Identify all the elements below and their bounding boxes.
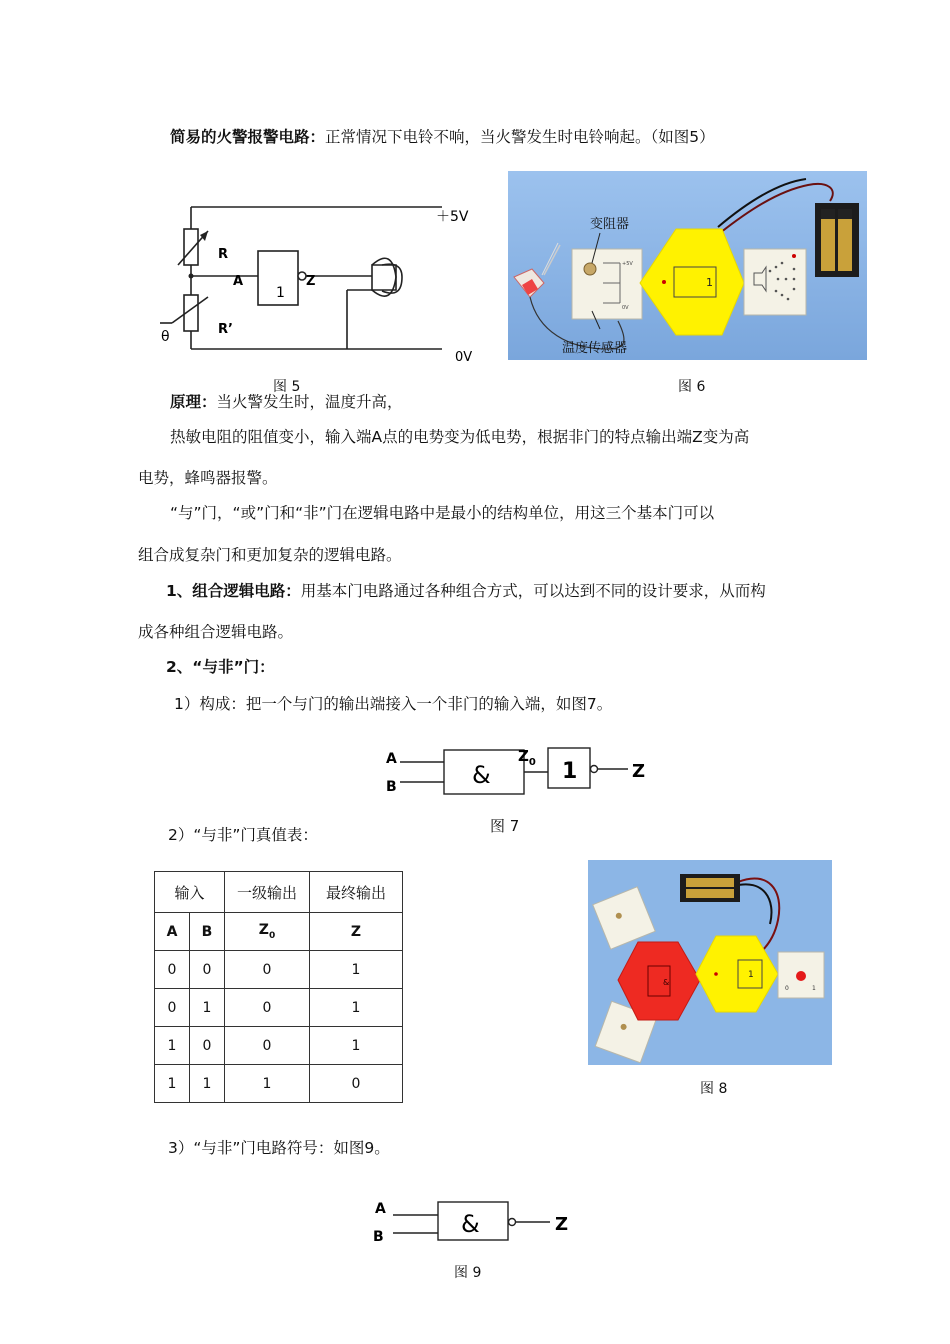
fig6-caption: 图 6 — [678, 379, 706, 395]
section1-line1 — [166, 581, 766, 601]
fig5-theta: θ — [161, 329, 170, 345]
table-row — [155, 1065, 403, 1103]
fig5-one: 1 — [276, 285, 285, 301]
table-row — [155, 989, 403, 1027]
header-first-output: 一级输出 — [225, 872, 310, 913]
fig9-b: B — [373, 1229, 384, 1245]
truth-table-columns — [155, 913, 403, 951]
fig5-plus5v: ＋5V — [436, 209, 469, 225]
fig7-caption: 图 7 — [490, 817, 520, 835]
basic-gates-line1: “与”门，“或”门和“非”门在逻辑电路中是最小的结构单位，用这三个基本门可以 — [170, 504, 715, 522]
fig8-module-one: 1 — [748, 970, 754, 980]
cell: 1 — [190, 1065, 225, 1103]
section1-text: 用基本门电路通过各种组合方式，可以达到不同的设计要求，从而构 — [300, 582, 766, 600]
truth-table — [154, 871, 403, 1103]
section2-item3: 3）“与非”门电路符号：如图9。 — [168, 1139, 390, 1157]
fig6-label-rheostat: 变阻器 — [590, 217, 630, 232]
principle-line1 — [170, 392, 403, 412]
cell: 0 — [190, 1027, 225, 1065]
table-row — [155, 951, 403, 989]
section1-title: 1、组合逻辑电路： — [166, 582, 301, 600]
cell: 0 — [225, 951, 310, 989]
cell: 1 — [190, 989, 225, 1027]
fig6-label-sensor: 温度传感器 — [562, 341, 628, 356]
cell: 0 — [155, 989, 190, 1027]
cell: 1 — [310, 989, 403, 1027]
fig7-a: A — [386, 751, 397, 767]
fig9-nand-symbol — [365, 1195, 585, 1251]
cell: 1 — [155, 1065, 190, 1103]
fig7-b: B — [386, 779, 397, 795]
col-z: Z — [310, 913, 403, 951]
fig7-z0: $Z_0$ — [518, 747, 536, 768]
fig5-circuit-diagram — [150, 195, 500, 370]
cell: 1 — [310, 951, 403, 989]
cell: 0 — [225, 989, 310, 1027]
fig9-and: & — [461, 1210, 480, 1238]
cell: 1 — [155, 1027, 190, 1065]
fig8-led0: 0 — [785, 985, 789, 992]
fig8-illustration — [588, 860, 832, 1065]
cell: 1 — [310, 1027, 403, 1065]
cell: 0 — [225, 1027, 310, 1065]
fig8-module-and: & — [663, 978, 670, 987]
intro-line — [170, 127, 715, 147]
basic-gates-line2: 组合成复杂门和更加复杂的逻辑电路。 — [138, 546, 402, 564]
table-row — [155, 1027, 403, 1065]
fig5-z: Z — [306, 274, 316, 289]
fig8-caption: 图 8 — [700, 1081, 728, 1097]
fig9-a: A — [375, 1201, 386, 1217]
intro-text: 正常情况下电铃不响，当火警发生时电铃响起。（如图5） — [325, 128, 715, 146]
fig6-module-one: 1 — [706, 276, 713, 289]
header-final-output: 最终输出 — [310, 872, 403, 913]
principle-text1: 当火警发生时，温度升高， — [216, 393, 403, 411]
fig8-photo — [588, 860, 832, 1065]
principle-line3: 电势，蜂鸣器报警。 — [138, 469, 278, 487]
fig7-nand-construction — [380, 740, 680, 800]
section2-item1: 1）构成：把一个与门的输出端接入一个非门的输入端，如图7。 — [174, 695, 613, 713]
fig6-photo — [508, 171, 867, 360]
col-z0: $Z_0$ — [225, 913, 310, 951]
fig6-0v: 0V — [622, 305, 629, 311]
header-input: 输入 — [155, 872, 225, 913]
fig7-z: Z — [632, 761, 646, 782]
fig5-0v: 0V — [455, 350, 473, 365]
fig7-not: 1 — [562, 759, 578, 784]
fig5-rprime: R’ — [218, 322, 233, 337]
truth-table-header-groups — [155, 872, 403, 913]
col-a: A — [155, 913, 190, 951]
cell: 0 — [310, 1065, 403, 1103]
principle-title: 原理： — [170, 393, 217, 411]
section2-item2: 2）“与非”门真值表： — [168, 826, 318, 844]
fig7-and: & — [472, 761, 491, 789]
cell: 0 — [155, 951, 190, 989]
fig8-led1: 1 — [812, 985, 816, 992]
cell: 1 — [225, 1065, 310, 1103]
fig5-r: R — [218, 247, 229, 262]
section1-line2: 成各种组合逻辑电路。 — [138, 623, 294, 641]
col-b: B — [190, 913, 225, 951]
principle-line2: 热敏电阻的阻值变小，输入端A点的电势变为低电势，根据非门的特点输出端Z变为高 — [170, 428, 750, 446]
fig6-illustration — [508, 171, 867, 360]
intro-title: 简易的火警报警电路： — [170, 128, 326, 146]
fig6-5v: +5V — [622, 261, 633, 267]
fig5-caption: 图 5 — [273, 379, 301, 395]
fig9-caption: 图 9 — [454, 1265, 482, 1281]
section2-title: 2、“与非”门： — [166, 658, 275, 676]
fig5-a: A — [233, 274, 244, 289]
fig9-z: Z — [555, 1214, 569, 1235]
cell: 0 — [190, 951, 225, 989]
